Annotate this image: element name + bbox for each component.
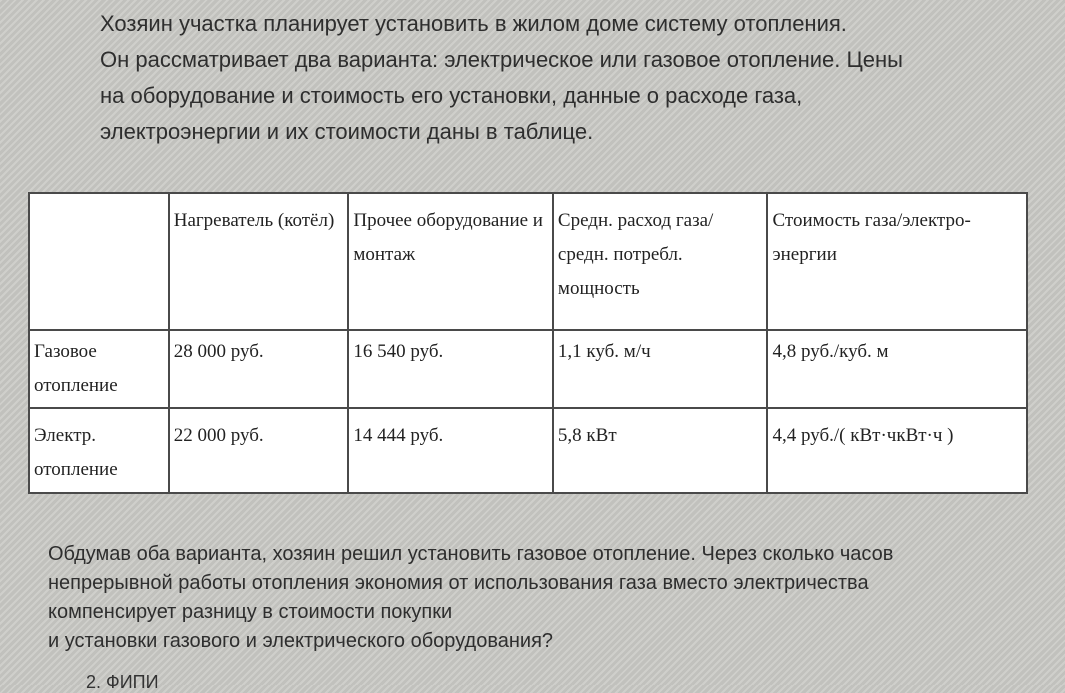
table-cell: 14 444 руб. [348, 408, 553, 493]
table-cell: 28 000 руб. [169, 330, 349, 409]
intro-text [100, 6, 1020, 150]
intro-line: на оборудование и стоимость его установки, данные о расходе газа, [100, 83, 803, 108]
intro-line: электроэнергии и их стоимости даны в таблице. [100, 119, 594, 144]
table-row [29, 408, 1027, 493]
table-header-row [29, 193, 1027, 330]
table-header-cell: Средн. расход газа/ средн. потребл. мощность [553, 193, 768, 330]
question-line: непрерывной работы отопления экономия от использования газа вместо электричества [48, 572, 869, 594]
cut-off-footer-text: 2. ФИПИ [86, 672, 159, 692]
table-cell: 5,8 кВт [553, 408, 768, 493]
table-header-cell: Прочее оборудование и монтаж [348, 193, 553, 330]
table-header-cell: Стоимость газа/электро-энергии [767, 193, 1027, 330]
question-line: компенсирует разницу в стоимости покупки [48, 601, 453, 623]
question-line: Обдумав оба варианта, хозяин решил установить газовое отопление. Через сколько часов [48, 543, 894, 565]
intro-line: Он рассматривает два варианта: электрическое или газовое отопление. Цены [100, 47, 903, 72]
table-header-cell: Нагреватель (котёл) [169, 193, 349, 330]
data-table [28, 192, 1028, 494]
intro-line: Хозяин участка планирует установить в жилом доме систему отопления. [100, 11, 847, 36]
question-text [48, 540, 1038, 656]
table-cell: Газовое отопление [29, 330, 169, 409]
table-cell: 4,8 руб./куб. м [767, 330, 1027, 409]
table-row [29, 330, 1027, 409]
table-cell: 16 540 руб. [348, 330, 553, 409]
table-cell: 1,1 куб. м/ч [553, 330, 768, 409]
table-cell: Электр. отопление [29, 408, 169, 493]
table-cell: 4,4 руб./( кВт·чкВт·ч ) [767, 408, 1027, 493]
question-line: и установки газового и электрического оборудования? [48, 630, 554, 652]
table-cell: 22 000 руб. [169, 408, 349, 493]
table-header-cell [29, 193, 169, 330]
